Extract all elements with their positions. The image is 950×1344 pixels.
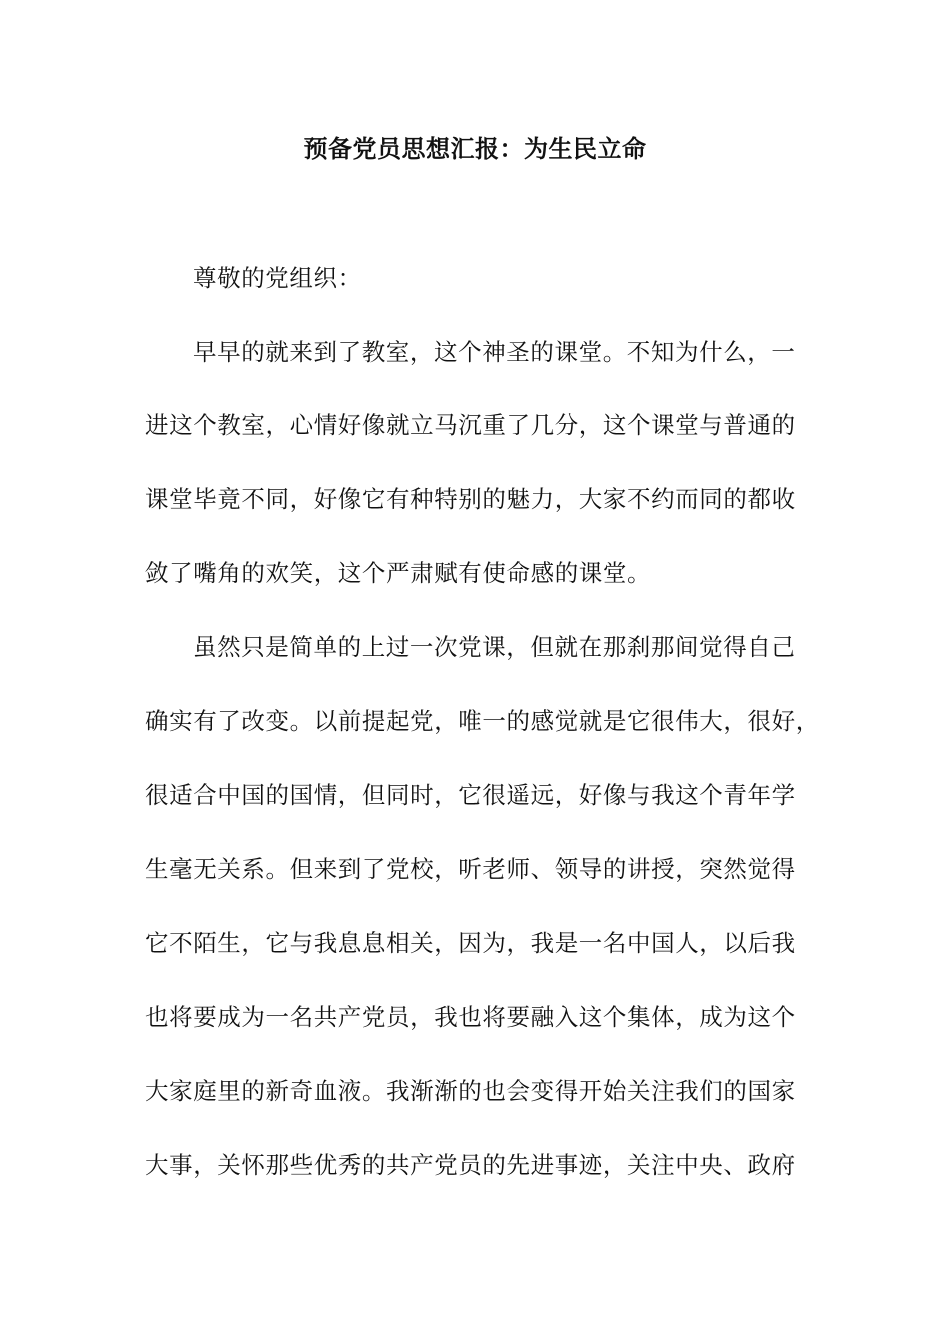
paragraph-line: 进这个教室，心情好像就立马沉重了几分，这个课堂与普通的 xyxy=(145,411,796,439)
paragraph-line: 很适合中国的国情，但同时，它很遥远，好像与我这个青年学 xyxy=(145,781,796,809)
salutation: 尊敬的党组织： xyxy=(193,264,362,292)
paragraph-line: 大家庭里的新奇血液。我渐渐的也会变得开始关注我们的国家 xyxy=(145,1077,796,1105)
document-title: 预备党员思想汇报：为生民立命 xyxy=(303,135,647,163)
paragraph-line: 也将要成为一名共产党员，我也将要融入这个集体，成为这个 xyxy=(145,1003,796,1031)
paragraph-line: 它不陌生，它与我息息相关，因为，我是一名中国人，以后我 xyxy=(145,929,796,957)
paragraph-line: 确实有了改变。以前提起党，唯一的感觉就是它很伟大，很好， xyxy=(145,707,820,735)
paragraph-line: 课堂毕竟不同，好像它有种特别的魅力，大家不约而同的都收 xyxy=(145,485,796,513)
paragraph-line: 大事，关怀那些优秀的共产党员的先进事迹，关注中央、政府 xyxy=(145,1151,796,1179)
paragraph-line: 虽然只是简单的上过一次党课，但就在那刹那间觉得自己 xyxy=(193,633,796,661)
paragraph-line: 早早的就来到了教室，这个神圣的课堂。不知为什么，一 xyxy=(193,338,796,366)
paragraph-line: 敛了嘴角的欢笑，这个严肃赋有使命感的课堂。 xyxy=(145,559,652,587)
paragraph-line: 生毫无关系。但来到了党校，听老师、领导的讲授，突然觉得 xyxy=(145,855,796,883)
